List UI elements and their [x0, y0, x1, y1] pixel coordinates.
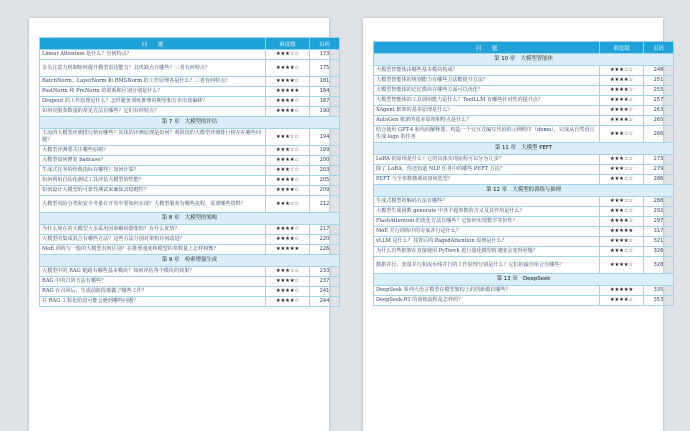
- question-text: 大模型智能体由哪些基本模块构成？: [374, 66, 600, 76]
- question-row: [40, 129, 340, 146]
- page-number: 292: [644, 207, 674, 217]
- question-text: 大模型智能体的工具调用能力是什么？ToolLLM 有哪些针对性的提升点？: [374, 96, 600, 106]
- chapter-heading-row: [374, 274, 674, 286]
- question-text: 大模型的集成混合有哪些方法？这些方法分别对架构有何改进？: [40, 235, 266, 245]
- page-number: 220: [310, 235, 340, 245]
- question-row: [40, 235, 340, 245]
- page-number: 212: [310, 196, 340, 213]
- difficulty-stars: ★★★★☆: [266, 287, 310, 297]
- header-page: 页码: [644, 42, 674, 54]
- question-row: [40, 186, 340, 196]
- question-text: LoRA 的原理是什么？它的具体实现流程可以分为几步？: [374, 155, 600, 165]
- question-text: 为什么有些框架在直接使用 PyTorch 进行量化模型时速度会变得更慢？: [374, 247, 600, 257]
- page-number: 265: [644, 116, 674, 126]
- difficulty-stars: ★★★★☆: [266, 77, 310, 87]
- chapter-heading-row: [40, 255, 340, 267]
- difficulty-stars: ★★★★☆: [266, 277, 310, 287]
- question-text: XAgent 框架的基本原理是什么？: [374, 106, 600, 116]
- question-text: PostNorm 和 PreNorm 的联系和区别分别是什么？: [40, 87, 266, 97]
- question-text: 多头注意力机制如何提升模型表达能力？其优缺点有哪些？三者有何特点？: [40, 60, 266, 77]
- difficulty-stars: ★★★☆☆: [266, 129, 310, 146]
- question-row: [40, 297, 340, 307]
- question-row: [374, 66, 674, 76]
- question-row: [40, 225, 340, 235]
- question-row: [374, 96, 674, 106]
- page-number: 328: [644, 257, 674, 274]
- chapter-heading-row: [374, 54, 674, 66]
- difficulty-stars: ★★★★☆: [600, 86, 644, 96]
- difficulty-stars: ★★★★★: [266, 87, 310, 97]
- question-row: [40, 287, 340, 297]
- question-row: [374, 296, 674, 306]
- page-number: 244: [310, 297, 340, 307]
- question-text: 除了 LoRA，你还知道 NLP 任务中的哪些 PEFT 方法？: [374, 165, 600, 175]
- page-number: 326: [644, 247, 674, 257]
- page-number: 226: [310, 245, 340, 255]
- question-text: 数据并行、张量并行和流水线并行的工作原理分别是什么？它们的最佳组合有哪些？: [374, 257, 600, 274]
- difficulty-stars: ★★★☆☆: [266, 146, 310, 156]
- chapter-heading-row: [40, 117, 340, 129]
- question-row: [374, 257, 674, 274]
- difficulty-stars: ★★★★☆: [600, 296, 644, 306]
- question-row: [374, 217, 674, 227]
- question-text: FlashAttention 的优化方法有哪些？它如何实现数学等价性？: [374, 217, 600, 227]
- page-number: 217: [310, 225, 340, 235]
- question-row: [40, 50, 340, 60]
- page-number: 266: [644, 126, 674, 143]
- difficulty-stars: ★★★★☆: [266, 225, 310, 235]
- question-row: [374, 76, 674, 86]
- page-number: 297: [644, 217, 674, 227]
- question-text: 大模型智能体的记忆模块在哪些方面可以优化？: [374, 86, 600, 96]
- left-question-table: [39, 37, 340, 307]
- chapter-title: 第 11 章 大模型 PEFT: [374, 143, 674, 155]
- difficulty-stars: ★★★★☆: [600, 106, 644, 116]
- difficulty-stars: ★★★★☆: [266, 156, 310, 166]
- difficulty-stars: ★★★★☆: [600, 217, 644, 227]
- chapter-title: 第 9 章 检索增强生成: [40, 255, 340, 267]
- chapter-heading-row: [40, 213, 340, 225]
- page-number: 205: [310, 176, 340, 186]
- page-number: 181: [310, 77, 340, 87]
- difficulty-stars: ★★★☆☆: [266, 196, 310, 213]
- question-row: [374, 165, 674, 175]
- page-number: 200: [310, 156, 340, 166]
- page-number: 175: [310, 60, 340, 77]
- header-question: 问 题: [374, 42, 600, 54]
- page-number: 273: [644, 155, 674, 165]
- chapter-title: 第 10 章 大模型智能体: [374, 54, 674, 66]
- question-row: [40, 77, 340, 87]
- page-number: 187: [310, 97, 340, 107]
- question-row: [40, 97, 340, 107]
- difficulty-stars: ★★★☆☆: [266, 50, 310, 60]
- right-page: [363, 18, 663, 431]
- page-number: 209: [310, 186, 340, 196]
- question-row: [40, 196, 340, 213]
- question-text: 生成式任务的经典指标有哪些？如何计算？: [40, 166, 266, 176]
- question-text: 大模型评测要关注哪些原则？: [40, 146, 266, 156]
- difficulty-stars: ★★★☆☆: [600, 66, 644, 76]
- question-row: [40, 107, 340, 117]
- difficulty-stars: ★★★★☆: [266, 297, 310, 307]
- page-number: 251: [644, 76, 674, 86]
- question-text: BatchNorm、LayerNorm 和 RMSNorm 的工作原理各是什么？三者有何特点？: [40, 77, 266, 87]
- question-row: [374, 126, 674, 143]
- page-number: 241: [310, 287, 340, 297]
- page-number: 255: [644, 86, 674, 96]
- page-number: 353: [644, 296, 674, 306]
- question-row: [374, 175, 674, 185]
- difficulty-stars: ★★★★★: [600, 227, 644, 237]
- question-row: [374, 155, 674, 165]
- page-number: 233: [310, 267, 340, 277]
- question-row: [40, 267, 340, 277]
- difficulty-stars: ★★★☆☆: [600, 165, 644, 175]
- difficulty-stars: ★★★★☆: [266, 176, 310, 186]
- question-text: DeepSeek-R1 的训练流程是怎样的？: [374, 296, 600, 306]
- question-row: [374, 237, 674, 247]
- difficulty-stars: ★★★★☆: [600, 257, 644, 274]
- page-number: 203: [310, 166, 340, 176]
- table-header-row: [374, 42, 674, 54]
- page-number: 321: [644, 237, 674, 247]
- left-page: [29, 18, 329, 431]
- chapter-heading-row: [374, 143, 674, 155]
- difficulty-stars: ★★★☆☆: [600, 247, 644, 257]
- question-row: [374, 286, 674, 296]
- difficulty-stars: ★★★★☆: [600, 96, 644, 106]
- question-row: [40, 277, 340, 287]
- question-text: 如何利用自动化测试工具评估大模型的性能？: [40, 176, 266, 186]
- question-text: AutoGen 框架的基本原理和特点是什么？: [374, 116, 600, 126]
- question-row: [40, 166, 340, 176]
- difficulty-stars: ★★★★☆: [600, 76, 644, 86]
- question-text: 大模型如何修复 badcase？: [40, 156, 266, 166]
- question-text: PEFT 与全参数微调该如何选型？: [374, 175, 600, 185]
- page-number: 237: [310, 277, 340, 287]
- page-number: 190: [310, 107, 340, 117]
- page-number: 248: [644, 66, 674, 76]
- chapter-title: 第 12 章 大模型的训练与推理: [374, 185, 674, 197]
- difficulty-stars: ★★★☆☆: [600, 197, 644, 207]
- page-number: 286: [644, 175, 674, 185]
- difficulty-stars: ★★★☆☆: [266, 267, 310, 277]
- difficulty-stars: ★★★★★: [266, 245, 310, 255]
- question-text: MoE 训练与一般的大模型有何区别？在推理速度和模型的参数量上怎样权衡？: [40, 245, 266, 255]
- difficulty-stars: ★★★★☆: [266, 97, 310, 107]
- difficulty-stars: ★★★☆☆: [600, 126, 644, 143]
- chapter-heading-row: [374, 185, 674, 197]
- difficulty-stars: ★★★★☆: [266, 186, 310, 196]
- page-number: 257: [644, 96, 674, 106]
- question-text: Linear Attention 是什么？有何特点？: [40, 50, 266, 60]
- page-number: 317: [644, 227, 674, 237]
- question-text: DeepSeek 系列大语言模型在模型架构上的创新都有哪些？: [374, 286, 600, 296]
- question-row: [40, 176, 340, 186]
- page-number: 263: [644, 106, 674, 116]
- chapter-title: 第 7 章 大模型的评估: [40, 117, 340, 129]
- question-text: 在 RAG 工程化阶段可能会遇到哪些问题？: [40, 297, 266, 307]
- question-row: [374, 207, 674, 217]
- difficulty-stars: ★★★☆☆: [600, 175, 644, 185]
- difficulty-stars: ★★★★☆: [600, 237, 644, 247]
- question-text: 生成式模型的解码方法有哪些？: [374, 197, 600, 207]
- header-page: 页码: [310, 38, 340, 50]
- difficulty-stars: ★★★☆☆: [266, 166, 310, 176]
- question-row: [40, 146, 340, 156]
- page-number: 173: [310, 50, 340, 60]
- question-text: 如何克服参数量的常见方法有哪些？它们有何特点？: [40, 107, 266, 117]
- question-text: 大模型风险分类和安全考量在开发中要如何实现？大模型服务有哪些流程，需要哪些资料？: [40, 196, 266, 213]
- difficulty-stars: ★★★★☆: [600, 116, 644, 126]
- page-number: 194: [310, 129, 340, 146]
- header-difficulty: 难度级: [600, 42, 644, 54]
- page-number: 288: [644, 197, 674, 207]
- question-text: 大模型生成函数 generate 中各个超参数的含义及其作用是什么？: [374, 207, 600, 217]
- difficulty-stars: ★★★★★: [600, 286, 644, 296]
- question-text: RAG 中的召回方法有哪些？: [40, 277, 266, 287]
- chapter-title: 第 8 章 大模型的架构: [40, 213, 340, 225]
- question-text: 为什么现在的大模型大多采用因果解码器架构？有什么优势？: [40, 225, 266, 235]
- page-number: 279: [644, 165, 674, 175]
- difficulty-stars: ★★★★☆: [266, 235, 310, 245]
- question-row: [374, 116, 674, 126]
- page-number: 335: [644, 286, 674, 296]
- header-question: 问 题: [40, 38, 266, 50]
- question-row: [40, 60, 340, 77]
- page-number: 199: [310, 146, 340, 156]
- question-row: [374, 247, 674, 257]
- question-text: Dropout 的工作原理是什么？怎样避免训练推理的期望和方差出现偏移？: [40, 97, 266, 107]
- difficulty-stars: ★★★★☆: [266, 60, 310, 77]
- question-row: [40, 156, 340, 166]
- question-text: 结合使用 GPT-4 和代码解释器，构造一个交互式编写代码的示例程序（demo），完成从自然语言生成 logo 的任务: [374, 126, 600, 143]
- right-question-table: [373, 41, 674, 306]
- table-header-row: [40, 38, 340, 50]
- difficulty-stars: ★★★★☆: [266, 107, 310, 117]
- question-text: 主流的大模型评测排行榜有哪些？其体的评测原理是如何？观阶段的大模型评测排行榜存在哪些问题？: [40, 129, 266, 146]
- difficulty-stars: ★★★☆☆: [600, 155, 644, 165]
- question-row: [40, 245, 340, 255]
- question-row: [40, 87, 340, 97]
- page-number: 184: [310, 87, 340, 97]
- difficulty-stars: ★★★☆☆: [600, 207, 644, 217]
- question-text: 大模型中的 RAG 链路有哪些基本模块？如何评估各个模块的效果？: [40, 267, 266, 277]
- question-text: 如何设计大模型的可靠性测试来确保其稳健性？: [40, 186, 266, 196]
- question-row: [374, 86, 674, 96]
- question-text: RAG 在召回后、生成前阶段都做了哪些工作？: [40, 287, 266, 297]
- question-text: MoE 并行训练中的专家并行是什么？: [374, 227, 600, 237]
- chapter-title: 第 13 章 DeepSeek: [374, 274, 674, 286]
- question-row: [374, 227, 674, 237]
- question-text: 大模型智能体的规划能力有哪些方法能提升方法？: [374, 76, 600, 86]
- question-row: [374, 197, 674, 207]
- question-text: vLLM 是什么？其背后的 PagedAttention 原理是什么？: [374, 237, 600, 247]
- question-row: [374, 106, 674, 116]
- header-difficulty: 难度级: [266, 38, 310, 50]
